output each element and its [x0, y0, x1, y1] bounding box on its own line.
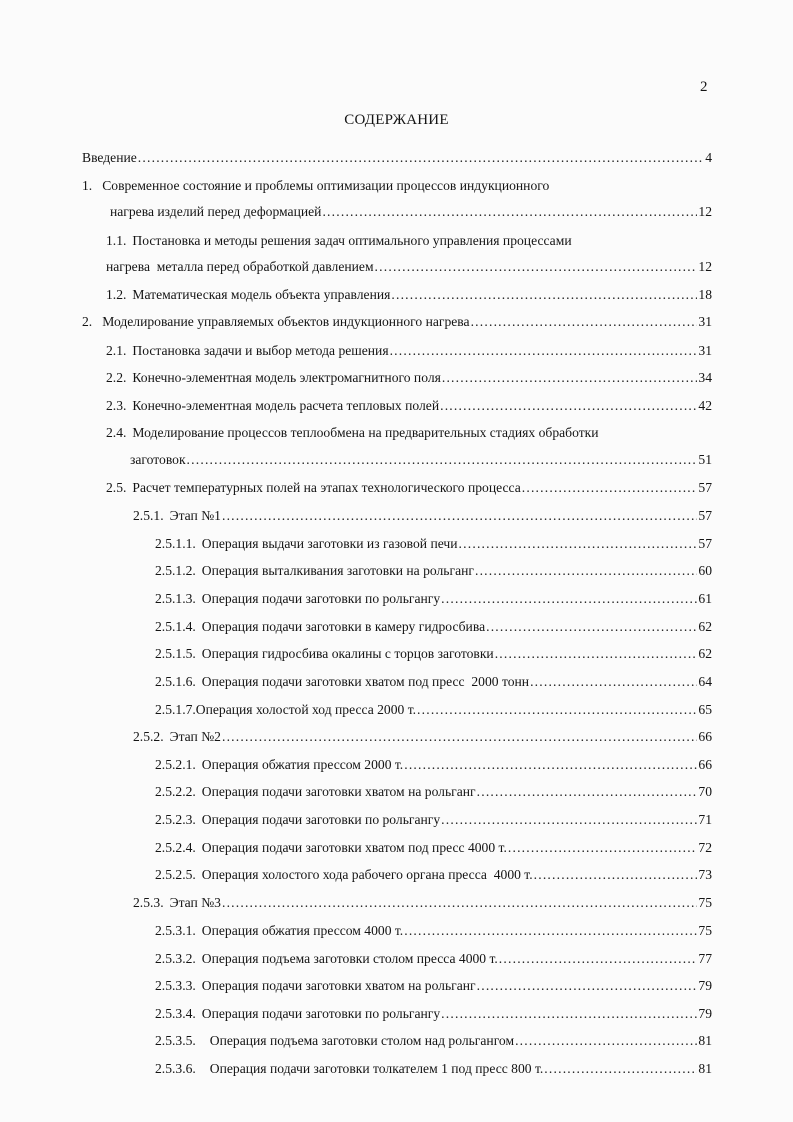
- toc-entry-page: 51: [698, 452, 712, 467]
- toc-leader-dots: [222, 728, 697, 746]
- toc-entry-page: 77: [698, 951, 712, 966]
- toc-leader-dots: [322, 203, 697, 221]
- toc-entry-page: 12: [698, 204, 712, 219]
- toc-leader-dots: [459, 535, 698, 553]
- toc-entry: [155, 783, 712, 801]
- toc-entry-page: 64: [698, 674, 712, 689]
- toc-leader-dots: [534, 866, 698, 884]
- toc-entry-page: 81: [698, 1033, 712, 1048]
- toc-entry: [155, 673, 712, 691]
- toc-entry-page: 66: [698, 729, 712, 744]
- toc-entry-title: нагрева изделий перед деформацией: [110, 204, 322, 219]
- toc-entry-page: 57: [698, 536, 712, 551]
- toc-leader-dots: [477, 783, 698, 801]
- toc-entry-number: 2.5.2.1.: [155, 757, 196, 772]
- toc-entry: [106, 342, 712, 360]
- toc-entry-number: 2.5.1.2.: [155, 563, 196, 578]
- toc-leader-dots: [404, 922, 697, 940]
- toc-leader-dots: [522, 479, 698, 497]
- toc-leader-dots: [477, 977, 698, 995]
- toc-entry-number: 2.5.1.6.: [155, 674, 196, 689]
- toc-entry-page: 57: [698, 480, 712, 495]
- toc-entry-title: Операция подачи заготовки хватом на рольганг: [201, 978, 476, 993]
- toc-entry-number: 2.5.1.7.: [155, 702, 196, 717]
- toc-entry: [155, 1032, 712, 1050]
- toc-entry: [155, 811, 712, 829]
- toc-entry-title: Постановка задачи и выбор метода решения: [132, 343, 389, 358]
- toc-entry: [155, 562, 712, 580]
- toc-entry: [155, 1060, 712, 1078]
- toc-entry-page: 12: [698, 259, 712, 274]
- toc-title: СОДЕРЖАНИЕ: [344, 112, 449, 128]
- toc-entry-number: 2.5.1.1.: [155, 536, 196, 551]
- toc-entry-page: 18: [698, 287, 712, 302]
- toc-entry-number: 2.5.1.3.: [155, 591, 196, 606]
- toc-entry: [82, 149, 712, 167]
- toc-entry-title: Расчет температурных полей на этапах технологического процесса: [132, 480, 521, 495]
- toc-entry: [82, 177, 549, 195]
- toc-entry-page: 31: [698, 343, 712, 358]
- toc-entry-title: Моделирование процессов теплообмена на предварительных стадиях обработки: [132, 425, 599, 440]
- toc-entry-page: 75: [698, 895, 712, 910]
- toc-leader-dots: [187, 451, 698, 469]
- toc-leader-dots: [442, 369, 698, 387]
- toc-entry-number: 2.5.3.3.: [155, 978, 196, 993]
- toc-entry-number: 2.5.: [106, 480, 127, 495]
- toc-entry-title: Операция обжатия прессом 2000 т.: [201, 757, 404, 772]
- toc-entry: [133, 507, 712, 525]
- toc-entry-title: Этап №3: [169, 895, 221, 910]
- toc-entry: [133, 728, 712, 746]
- toc-entry-number: 2.4.: [106, 425, 127, 440]
- toc-entry-number: 2.5.3.1.: [155, 923, 196, 938]
- toc-entry-page: 70: [698, 784, 712, 799]
- toc-entry-page: 72: [698, 840, 712, 855]
- toc-entry-title: Постановка и методы решения задач оптимального управления процессами: [132, 233, 572, 248]
- toc-leader-dots: [441, 1005, 697, 1023]
- toc-entry-page: 61: [698, 591, 712, 606]
- toc-entry: [106, 286, 712, 304]
- toc-entry-number: 2.5.1.: [133, 508, 164, 523]
- toc-entry-page: 42: [698, 398, 712, 413]
- toc-entry-title: Операция холостого хода рабочего органа пресса 4000 т.: [201, 867, 533, 882]
- toc-entry: [155, 950, 712, 968]
- toc-entry-page: 62: [698, 619, 712, 634]
- toc-entry-number: 1.1.: [106, 233, 127, 248]
- toc-entry-title: Операция подачи заготовки в камеру гидросбива: [201, 619, 486, 634]
- toc-entry-title: Операция подъема заготовки столом над рольгангом: [209, 1033, 515, 1048]
- toc-leader-dots: [530, 673, 697, 691]
- toc-entry: [155, 1005, 712, 1023]
- toc-entry: [110, 203, 712, 221]
- toc-leader-dots: [441, 811, 697, 829]
- toc-entry: [155, 618, 712, 636]
- toc-entry: [155, 866, 712, 884]
- toc-entry-title: Современное состояние и проблемы оптимизации процессов индукционного: [102, 178, 550, 193]
- toc-entry-page: 60: [698, 563, 712, 578]
- toc-entry-page: 34: [698, 370, 712, 385]
- toc-leader-dots: [486, 618, 697, 636]
- toc-entry-number: 2.2.: [106, 370, 127, 385]
- toc-entry: [106, 369, 712, 387]
- toc-entry-number: 1.: [82, 178, 93, 193]
- toc-entry-page: 71: [698, 812, 712, 827]
- toc-entry-number: 2.5.3.2.: [155, 951, 196, 966]
- toc-entry: [155, 977, 712, 995]
- toc-entry-page: 79: [698, 978, 712, 993]
- toc-entry-page: 4: [705, 150, 712, 165]
- toc-entry-number: 2.5.3.: [133, 895, 164, 910]
- toc-leader-dots: [440, 397, 697, 415]
- toc-leader-dots: [515, 1032, 697, 1050]
- toc-leader-dots: [391, 286, 697, 304]
- toc-leader-dots: [471, 313, 698, 331]
- toc-entry-title: Конечно-элементная модель расчета тепловых полей: [132, 398, 440, 413]
- toc-entry-title: Этап №1: [169, 508, 221, 523]
- toc-entry-number: 2.5.3.6.: [155, 1061, 196, 1076]
- toc-entry-title: Конечно-элементная модель электромагнитного поля: [132, 370, 441, 385]
- toc-entry: [106, 232, 572, 250]
- toc-entry-number: 2.5.3.5.: [155, 1033, 196, 1048]
- toc-entry-page: 57: [698, 508, 712, 523]
- toc-entry-number: 2.1.: [106, 343, 127, 358]
- toc-entry-title: Операция подачи заготовки по рольгангу: [201, 1006, 441, 1021]
- toc-entry-number: 2.: [82, 314, 93, 329]
- toc-entry-page: 65: [698, 702, 712, 717]
- toc-entry-title: Операция подачи заготовки по рольгангу: [201, 591, 441, 606]
- toc-entry: [82, 313, 712, 331]
- toc-entry-title: Моделирование управляемых объектов индукционного нагрева: [102, 314, 470, 329]
- toc-entry-title: Математическая модель объекта управления: [132, 287, 391, 302]
- toc-entry-title: заготовок: [130, 452, 186, 467]
- toc-entry-title: Операция гидросбива окалины с торцов заготовки: [201, 646, 494, 661]
- toc-entry-number: 2.5.2.5.: [155, 867, 196, 882]
- toc-entry-title: нагрева металла перед обработкой давлением: [106, 259, 374, 274]
- toc-leader-dots: [138, 149, 704, 167]
- toc-entry-number: 2.5.1.4.: [155, 619, 196, 634]
- toc-entry: [106, 479, 712, 497]
- toc-entry-title: Операция подачи заготовки по рольгангу: [201, 812, 441, 827]
- page-number: 2: [700, 79, 708, 95]
- toc-entry-number: 1.2.: [106, 287, 127, 302]
- toc-entry-page: 31: [698, 314, 712, 329]
- toc-leader-dots: [222, 507, 697, 525]
- toc-entry-title: Операция обжатия прессом 4000 т.: [201, 923, 404, 938]
- toc-leader-dots: [495, 645, 698, 663]
- toc-entry-title: Операция подачи заготовки хватом на рольганг: [201, 784, 476, 799]
- toc-entry-number: 2.3.: [106, 398, 127, 413]
- toc-entry: [106, 397, 712, 415]
- toc-entry-page: 66: [698, 757, 712, 772]
- toc-entry-number: 2.5.1.5.: [155, 646, 196, 661]
- toc-leader-dots: [390, 342, 698, 360]
- toc-entry: [155, 922, 712, 940]
- toc-entry: [155, 839, 712, 857]
- toc-entry-title: Операция выталкивания заготовки на рольганг: [201, 563, 474, 578]
- toc-entry: [155, 645, 712, 663]
- toc-entry-page: 81: [698, 1061, 712, 1076]
- toc-leader-dots: [499, 950, 698, 968]
- toc-entry-title: Операция подъема заготовки столом пресса 4000 т.: [201, 951, 498, 966]
- toc-entry: [106, 424, 599, 442]
- toc-entry-number: 2.5.2.2.: [155, 784, 196, 799]
- toc-entry-title: Операция подачи заготовки хватом под пресс 4000 т.: [201, 840, 507, 855]
- toc-entry-number: 2.5.2.: [133, 729, 164, 744]
- toc-entry: [130, 451, 712, 469]
- toc-leader-dots: [475, 562, 697, 580]
- toc-entry: [155, 701, 712, 719]
- toc-entry-title: Операция подачи заготовки толкателем 1 под пресс 800 т.: [209, 1061, 544, 1076]
- toc-entry-title: Операция выдачи заготовки из газовой печи: [201, 536, 458, 551]
- toc-leader-dots: [404, 756, 697, 774]
- toc-leader-dots: [375, 258, 698, 276]
- toc-entry: [155, 756, 712, 774]
- toc-leader-dots: [222, 894, 697, 912]
- toc-entry-title: Этап №2: [169, 729, 221, 744]
- toc-entry: [155, 535, 712, 553]
- toc-leader-dots: [441, 590, 697, 608]
- toc-entry-title: Операция холостой ход пресса 2000 т.: [195, 702, 417, 717]
- toc-leader-dots: [417, 701, 697, 719]
- toc-entry-number: 2.5.3.4.: [155, 1006, 196, 1021]
- toc-entry: [106, 258, 712, 276]
- toc-entry-number: 2.5.2.4.: [155, 840, 196, 855]
- toc-entry-page: 79: [698, 1006, 712, 1021]
- toc-entry-number: 2.5.2.3.: [155, 812, 196, 827]
- toc-entry: [133, 894, 712, 912]
- toc-entry-title: Операция подачи заготовки хватом под пресс 2000 тонн: [201, 674, 530, 689]
- toc-entry-page: 75: [698, 923, 712, 938]
- toc-entry-title: Введение: [82, 150, 137, 165]
- toc-entry-page: 62: [698, 646, 712, 661]
- toc-leader-dots: [544, 1060, 697, 1078]
- toc-entry: [155, 590, 712, 608]
- toc-entry-page: 73: [698, 867, 712, 882]
- toc-leader-dots: [508, 839, 698, 857]
